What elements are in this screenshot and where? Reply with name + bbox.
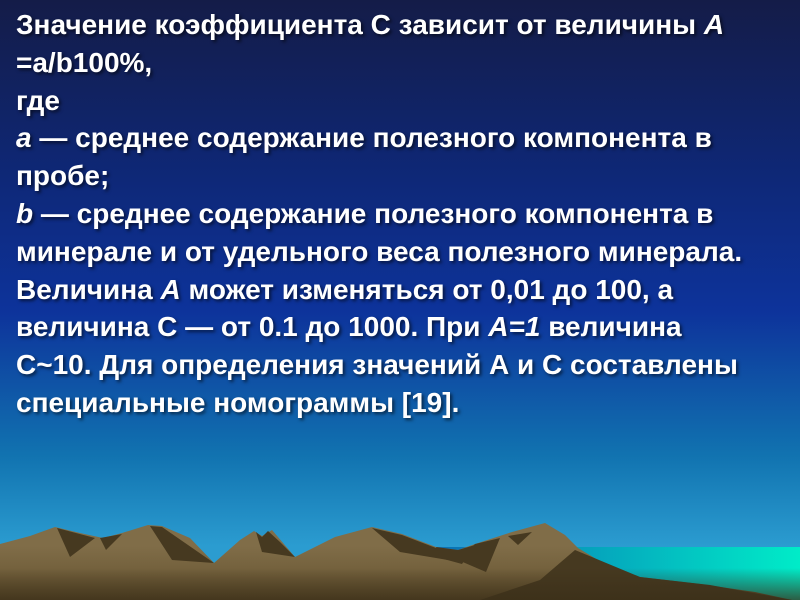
slide-text-line [16, 6, 792, 44]
italic-text-segment: b [16, 197, 34, 229]
slide-text-line [16, 233, 792, 271]
italic-text-segment: А [703, 9, 725, 40]
slide-text-line [16, 384, 792, 422]
text-segment: Значение коэффициента С зависит от величины [16, 9, 704, 40]
italic-text-segment: a [16, 122, 32, 154]
mountain-landscape-graphic [0, 480, 800, 600]
text-segment: =a/b100%, [16, 46, 153, 78]
foreground-shade [0, 568, 800, 600]
text-segment: специальные номограммы [19]. [16, 386, 460, 418]
text-segment: минерале и от удельного веса полезного минерала. [16, 235, 743, 267]
text-segment: С~10. Для определения значений А и С составлены [16, 349, 738, 381]
text-segment: где [16, 84, 60, 116]
text-segment: пробе; [16, 160, 110, 192]
slide-text-line [16, 119, 792, 157]
italic-text-segment: А [160, 273, 181, 305]
text-segment: величина С — от 0.1 до 1000. При [16, 311, 489, 343]
text-segment: — среднее содержание полезного компонента в [33, 197, 714, 229]
text-segment: Величина [16, 273, 161, 305]
slide-text-line [16, 157, 792, 195]
slide-text-line [16, 308, 792, 346]
slide-text-line [16, 44, 792, 82]
text-segment: величина [540, 311, 682, 343]
slide-text-line [16, 271, 792, 309]
slide-text-line [16, 195, 792, 233]
slide-text-block [16, 6, 792, 422]
italic-text-segment: А=1 [488, 311, 541, 343]
slide-text-line [16, 82, 792, 120]
text-segment: может изменяться от 0,01 до 100, а [180, 273, 674, 305]
slide-text-line [16, 346, 792, 384]
text-segment: — среднее содержание полезного компонента в [31, 122, 712, 154]
